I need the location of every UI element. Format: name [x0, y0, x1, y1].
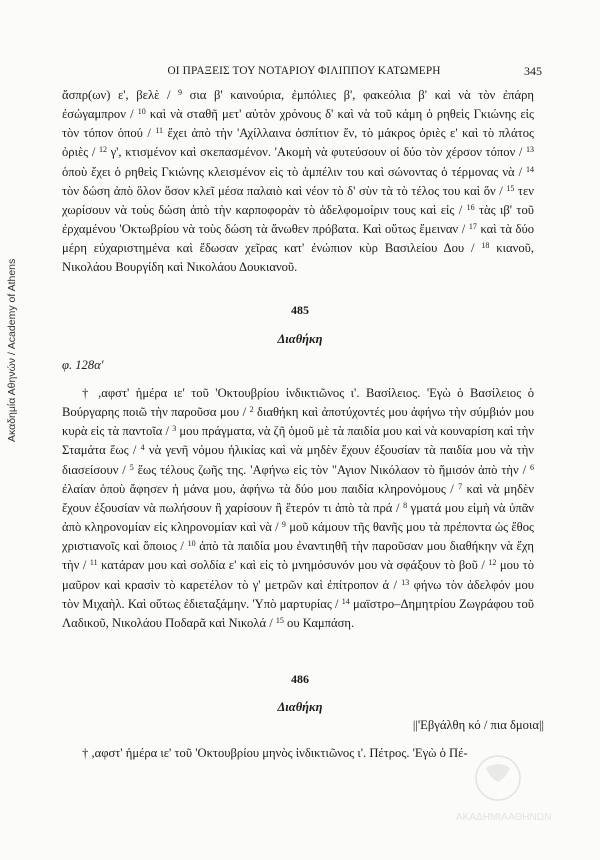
- entry-486-heading: Διαθήκη: [277, 700, 323, 714]
- entry-485-text: † ,αφστ' ἡμέρα ιε' τοῦ 'Οκτουβρίου ἰνδικτιῶνος ι'. Βασίλειος. 'Εγὼ ὁ Βασίλειος ὁ Βούργαρης ποιῶ τὴν παροῦσα μου / $^2$ διαθήκη καὶ ἀποτύχοντές μου ἀφήνω τὴν σύμβιόν μου κυρὰ εἰς τὰ παντοῖα / $^3$ μου πράγματα, νὰ ζῆ ὁμοῦ μὲ τὰ παιδία μου καὶ νὰ κουναρίση καὶ τὴν Σταμάτα ἕως / $^4$ νὰ γενῆ νόμου ἡλικίας καὶ νὰ μηδὲν ἔχουν ἐξουσίαν τὰ παιδία μου νὰ τὴν διασείσουν / $^5$ ἕως τέλους ζωῆς της. 'Αφήνω εἰς τὸν "Αγιον Νικόλαον τὸ ἥμισόν ἀπὸ τὴν / $^6$ ἐλαίαν ὁποὺ ἄφησεν ἡ μάνα μου, ἀφήνω τὰ δύο μου παιδία κληρονόμους / $^7$ καὶ νὰ μηδὲν ἔχουν ἐξουσίαν νὰ πωλήσουν ἢ χαρίσουν ἢ ἕτερόν τι ἀπὸ τὰ πρά / $^8$ γματά μου εἰμὴ νὰ ὑπᾶν ἀπὸ κληρονομίαν εἰς κληρονομίαν καὶ νὰ / $^9$ μοῦ κάμουν τῆς θανῆς μου τὰ πρέποντα ὡς ἔθος χριστιανοῖς καὶ ὅποιος / $^{10}$ ἀπὸ τὰ παιδία μου ἐναντιηθῆ τὴν παροῦσαν μου διαθήκην νὰ ἔχη τὴν / $^{11}$ κατάραν μου καὶ σολδία ε' καὶ εἰς τὸ μνημόσυνόν μου νὰ σφάξουν τὸ βοῦ / $^{12}$ μου τὸ μαῦρον καὶ κρασὶν τὸ καρετέλον τὸ γ' μετρῶν καὶ ἐπίτροπον ἀ / $^{13}$ φήνω τὸν ἀδελφόν μου τὸν Μιχαὴλ. Καὶ οὕτως ἐδιεταξάμην. 'Υπὸ μαρτυρίας / $^{14}$ μαϊστρο–Δημητρίου Ζωγράφου τοῦ Λαδικοῦ, Νικολάου Ποδαρᾶ καὶ Νικολά / $^{15}$ ου Καμπάση.: [62, 386, 535, 630]
- watermark-right-text: ΑΘΗΝΩΝ: [508, 812, 552, 823]
- academy-watermark-logo: [452, 752, 552, 832]
- sidebar-text: Ακαδημία Αθηνών / Academy of Athens: [6, 258, 18, 442]
- entry-486-number: 486: [291, 672, 309, 686]
- sidebar-attribution: [6, 42, 18, 442]
- continuation-paragraph: ἄσπρ(ων) ε', βελὲ / $^9$ σια β' καινούρια, ἐμπόλιες β', φακεόλια β' καὶ νὰ τὸν ἐπάρη ἐσώγαμπρον / $^{10}$ καὶ νὰ σταθῆ μετ' αὐτὸν χρόνους δ' καὶ νὰ τοῦ κάμη ὁ ρηθεὶς Γκιώνης εἰς τὸν τόπον ὁπού / $^{11}$ ἔχει ἀπὸ τὴν 'Αχίλλαινα ὁσπίτιον ἕν, τὸ μάκρος ὀριὲς ε' καὶ τὸ πλάτος ὀριὲς / $^{12}$ γ', κτισμένον καὶ σκεπασμένον. 'Ακομὴ νὰ φυτεύσουν οἱ δύο τὸν χέρσον τόπον / $^{13}$ ὁποὺ ἔχει ὁ ρηθεὶς Γκιώνης κλεισμένον εἰς τὸ ἀμπέλιν του καὶ σώνοντας ὁ τέρμονας νὰ / $^{14}$ τὸν δώση ἀπὸ ὅλον ὅσον κλεῖ μέσα παλαιὸ καὶ νέον τὸ δ' σὺν τὰ τὸ τέλος του καὶ ὅν / $^{15}$ τεν χωρίσουν νὰ τοὺς δώση ἀπὸ τὴν καρποφορὰν τὸ ἀδελφομοίριν τους καὶ εἰς / $^{16}$ τὰς ιβ' τοῦ ἐρχαμένου 'Οκτωβρίου νὰ τοὺς δώση τὰ ἄνωθεν πρόβατα. Καὶ οὕτως ἔμειναν / $^{17}$ καὶ τὰ δύο μέρη εὐχαριστημένα καὶ ἔδωσαν χεῖρας κατ' ἐνώπιον κὺρ Βασιλείου Δου / $^{18}$ κιανοῦ, Νικολάου Βουργίδη καὶ Νικολάου Δουκιανοῦ.: [62, 88, 535, 275]
- entry-486-text: † ,αφστ' ἡμέρα ιε' τοῦ 'Οκτουβρίου μηνὸς ἰνδικτιῶνος ι'. Πέτρος. 'Εγὼ ὁ Πέ-: [82, 746, 468, 760]
- entry-486-note: ||'Εβγάλθη κό / πια δμοια||: [412, 718, 544, 732]
- page-header: [66, 64, 542, 80]
- entry-485-folio: φ. 128α': [62, 358, 104, 372]
- entry-485-heading: Διαθήκη: [277, 332, 323, 346]
- running-title: ΟΙ ΠΡΑΞΕΙΣ ΤΟΥ ΝΟΤΑΡΙΟΥ ΦΙΛΙΠΠΟΥ ΚΑΤΩΜΕΡΗ: [167, 65, 441, 77]
- entry-485-number: 485: [291, 303, 309, 317]
- watermark-left-text: ΑΚΑΔΗΜΙΑ: [456, 812, 508, 823]
- page-number: 345: [524, 64, 542, 78]
